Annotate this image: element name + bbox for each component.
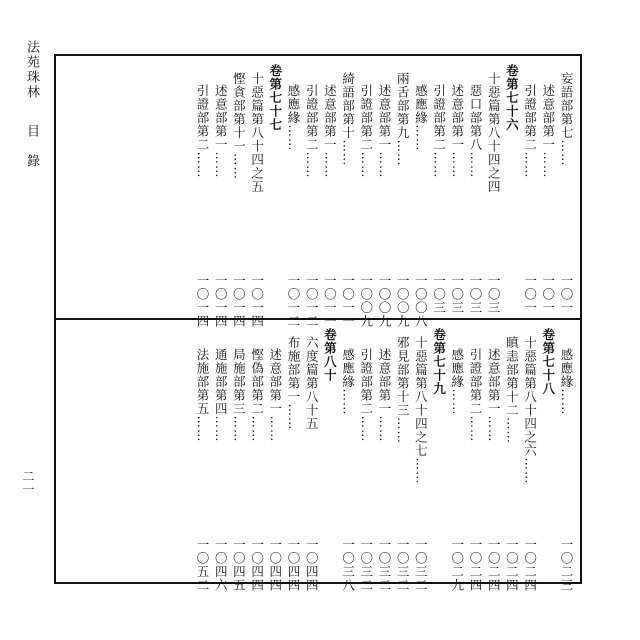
- toc-entry: [358, 348, 374, 592]
- toc-entry: [358, 84, 374, 328]
- entry-title: 感應緣……: [286, 84, 301, 152]
- entry-title: 局施部第三……: [231, 348, 247, 443]
- entry-title: 卷第七十九: [431, 328, 447, 396]
- entry-title: 述意部第一……: [213, 84, 229, 179]
- toc-entry: [321, 84, 338, 328]
- entry-title: 十惡篇第八十四之五: [249, 72, 265, 194]
- toc-entry: [412, 336, 429, 592]
- entry-page-number: 一〇二九: [449, 538, 465, 592]
- entry-page-number: 一〇三: [431, 274, 447, 315]
- entry-page-number: 一〇一二: [286, 274, 301, 328]
- entry-page-number: 一〇三: [468, 274, 483, 315]
- entry-page-number: 一〇一: [559, 274, 574, 315]
- toc-entry: [212, 84, 229, 328]
- toc-entry: [230, 72, 247, 328]
- toc-entry: [267, 348, 283, 592]
- page-frame: [54, 54, 582, 592]
- toc-entry: [522, 336, 538, 592]
- entry-page-number: 一〇四四: [304, 538, 320, 592]
- entry-title: 六度篇第八十五: [304, 336, 320, 431]
- entry-title: 兩舌部第九……: [395, 72, 411, 167]
- entry-title: 十惡篇第八十四之六……: [522, 336, 538, 485]
- entry-page-number: 一〇三二: [395, 538, 411, 592]
- toc-entry: [485, 72, 502, 315]
- toc-entry: [394, 72, 411, 328]
- entry-title: 述意部第一……: [486, 348, 502, 443]
- entry-page-number: 一〇一二: [304, 274, 320, 328]
- entry-title: 卷第七十七: [267, 64, 283, 132]
- entry-title: 感應緣……: [413, 84, 429, 152]
- entry-title: 引證部第二……: [358, 84, 374, 179]
- entry-title: 卷第八十: [322, 328, 338, 382]
- entry-page-number: 一〇五二: [195, 538, 210, 592]
- entry-title: 卷第七十六: [504, 64, 520, 132]
- toc-entry: [540, 84, 556, 315]
- volume-heading: [267, 64, 283, 300]
- entry-page-number: 一〇四五: [231, 538, 247, 592]
- toc-entry: [394, 336, 411, 592]
- running-title: [22, 40, 41, 169]
- entry-page-number: 一〇一四: [195, 274, 210, 328]
- toc-entry: [558, 348, 574, 592]
- toc-entry: [558, 72, 574, 315]
- entry-title: 瞋恚部第十二……: [504, 336, 520, 444]
- entry-page-number: 一〇二四: [504, 538, 520, 592]
- entry-title: 十惡篇第八十四之四: [486, 72, 502, 194]
- toc-entry: [194, 348, 210, 592]
- toc-entry: [503, 336, 520, 592]
- entry-title: 綺語部第十……: [340, 72, 356, 167]
- entry-page-number: 一〇三二: [413, 538, 429, 592]
- toc-entry: [449, 84, 465, 315]
- entry-page-number: 一〇四四: [267, 538, 283, 592]
- entry-title: 引證部第二……: [431, 84, 447, 179]
- toc-entry: [431, 84, 447, 315]
- page-number: 二一: [21, 470, 35, 496]
- toc-entry: [376, 84, 392, 328]
- entry-title: 述意部第一……: [449, 84, 465, 179]
- entry-title: 慳貪部第十一……: [231, 72, 247, 180]
- toc-entry: [467, 348, 483, 592]
- entry-title: 引證部第二……: [195, 84, 210, 179]
- entry-page-number: 一〇三二: [377, 538, 392, 592]
- entry-title: 惡口部第八……: [468, 84, 483, 179]
- entry-title: 十惡篇第八十四之七……: [413, 336, 429, 485]
- entry-title: 卷第七十八: [540, 328, 556, 396]
- entry-title: 述意部第一……: [377, 348, 392, 443]
- toc-entry: [412, 84, 429, 328]
- entry-title: 感應緣……: [340, 348, 356, 416]
- entry-title: 妄語部第七……: [559, 72, 574, 167]
- entry-page-number: 一〇一: [522, 274, 538, 315]
- volume-heading: [321, 328, 337, 564]
- entry-page-number: 一〇一: [540, 274, 556, 315]
- toc-entry: [285, 336, 301, 592]
- entry-title: 布施部第一……: [286, 336, 301, 431]
- entry-page-number: 一〇三: [449, 274, 465, 315]
- entry-page-number: 一〇一四: [231, 274, 247, 328]
- toc-entry: [212, 348, 229, 592]
- entry-page-number: 一〇〇八: [413, 274, 429, 328]
- entry-page-number: 一〇三二: [358, 538, 374, 592]
- toc-entry: [303, 84, 320, 328]
- entry-page-number: 一〇二四: [522, 538, 538, 592]
- toc-entry: [340, 72, 356, 328]
- entry-page-number: 一〇一一: [322, 274, 338, 328]
- entry-title: 述意部第一……: [377, 84, 392, 179]
- entry-page-number: 一〇二三: [559, 538, 574, 592]
- entry-title: 述意部第一……: [322, 84, 338, 179]
- entry-title: 慳偽部第二……: [249, 348, 265, 443]
- toc-entry: [449, 348, 465, 592]
- toc-entry: [230, 348, 247, 592]
- entry-title: 述意部第一……: [540, 84, 556, 179]
- toc-entry: [376, 348, 392, 592]
- entry-page-number: 一〇四四: [249, 538, 265, 592]
- entry-page-number: 一〇四四: [286, 538, 301, 592]
- entry-title: 引證部第二……: [304, 84, 320, 179]
- toc-entry: [249, 72, 265, 328]
- entry-title: 邪見部第十三……: [395, 336, 411, 444]
- toc-entry: [485, 348, 502, 592]
- toc-entry: [303, 336, 320, 592]
- toc-entry: [467, 84, 483, 315]
- entry-page-number: 一〇四六: [213, 538, 229, 592]
- entry-page-number: 一〇三八: [340, 538, 356, 592]
- entry-title: 引證部第二……: [522, 84, 538, 179]
- book-title: 法苑珠林: [24, 40, 39, 100]
- entry-page-number: 一〇二四: [486, 538, 502, 592]
- volume-heading: [431, 328, 447, 564]
- entry-page-number: 一〇一四: [213, 274, 229, 328]
- entry-title: 引證部第二……: [358, 348, 374, 443]
- entry-title: 通施部第四……: [213, 348, 229, 443]
- section-title: 目 錄: [24, 124, 39, 170]
- entry-title: 述意部第一……: [267, 348, 283, 443]
- entry-page-number: 一〇二四: [468, 538, 483, 592]
- entry-title: 感應緣……: [559, 348, 574, 416]
- toc-entry: [285, 84, 301, 328]
- toc-entry: [522, 84, 538, 315]
- volume-heading: [503, 64, 519, 300]
- entry-page-number: 一〇〇九: [377, 274, 392, 328]
- toc-entry: [249, 348, 265, 592]
- entry-page-number: 一〇〇九: [358, 274, 374, 328]
- entry-page-number: 一〇三: [486, 274, 502, 315]
- entry-page-number: 一〇一一: [340, 274, 356, 328]
- entry-title: 感應緣……: [449, 348, 465, 416]
- volume-heading: [540, 328, 556, 564]
- entry-page-number: 一〇〇九: [395, 274, 411, 328]
- entry-title: 法施部第五……: [195, 348, 210, 443]
- toc-entry: [194, 84, 210, 328]
- entry-title: 引證部第二……: [468, 348, 483, 443]
- toc-entry: [340, 348, 356, 592]
- entry-page-number: 一〇一四: [249, 274, 265, 328]
